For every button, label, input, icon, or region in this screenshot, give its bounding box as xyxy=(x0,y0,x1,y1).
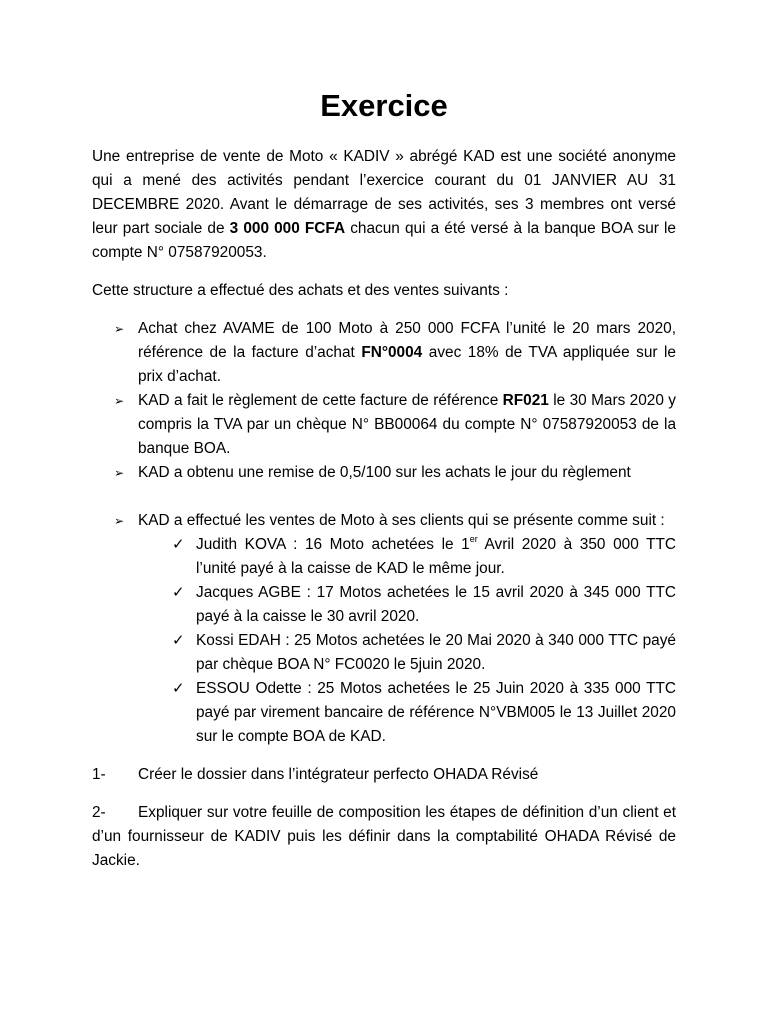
checkmark-icon: ✓ xyxy=(172,536,185,553)
intro-paragraph xyxy=(92,145,676,265)
payment-reference: RF021 xyxy=(502,392,549,409)
question-text: Expliquer sur votre feuille de composition les étapes de définition d’un client et d’un fournisseur de KADIV puis les définir dans la comptabilité OHADA Révisé de Jackie. xyxy=(92,804,676,869)
list-item-text: KAD a fait le règlement de cette facture de référence xyxy=(138,392,503,409)
intro-amount: 3 000 000 FCFA xyxy=(229,220,346,237)
list-item-text: KAD a effectué les ventes de Moto à ses clients qui se présente comme suit : xyxy=(138,512,665,529)
checkmark-icon: ✓ xyxy=(172,680,185,697)
arrow-bullet-icon: ➢ xyxy=(114,322,125,336)
list-item xyxy=(92,509,676,533)
sub-list-item-text: Avril 2020 à 350 000 TTC l’unité payé à la caisse de KAD le même jour. xyxy=(196,536,677,577)
page-title: Exercice xyxy=(320,88,448,123)
arrow-bullet-icon: ➢ xyxy=(114,466,125,480)
invoice-reference: FN°0004 xyxy=(361,344,423,361)
list-item xyxy=(92,461,676,485)
sub-list-item-text: Judith KOVA : 16 Moto achetées le 1 xyxy=(196,536,470,553)
list-item-text: avec 18% de TVA appliquée sur le prix d’achat. xyxy=(138,344,676,385)
sub-list-item xyxy=(92,581,676,629)
question-1 xyxy=(92,763,676,787)
sub-list-item-text: ESSOU Odette : 25 Motos achetées le 25 Juin 2020 à 335 000 TTC payé par virement bancaire de référence N°VBM005 le 13 Juillet 2020 sur le compte BOA de KAD. xyxy=(196,680,676,745)
sub-list-item-text: Kossi EDAH : 25 Motos achetées le 20 Mai 2020 à 340 000 TTC payé par chèque BOA N° FC0020 le 5juin 2020. xyxy=(196,632,676,673)
sub-list-item xyxy=(92,677,676,749)
question-2 xyxy=(92,801,676,873)
structure-line: Cette structure a effectué des achats et des ventes suivants : xyxy=(92,282,509,299)
checkmark-icon: ✓ xyxy=(172,632,185,649)
list-item-text: Achat chez AVAME de 100 Moto à 250 000 FCFA l’unité le 20 mars 2020, référence de la facture d’achat xyxy=(138,320,676,361)
question-number: 2- xyxy=(92,804,106,821)
list-item-text: le 30 Mars 2020 y compris la TVA par un chèque N° BB00064 du compte N° 07587920053 de la banque BOA. xyxy=(138,392,676,457)
sub-list-item xyxy=(92,629,676,677)
question-number: 1- xyxy=(92,766,106,783)
document-body xyxy=(92,145,676,873)
list-item-text: KAD a obtenu une remise de 0,5/100 sur les achats le jour du règlement xyxy=(138,464,631,481)
question-text: Créer le dossier dans l’intégrateur perfecto OHADA Révisé xyxy=(138,766,539,783)
intro-text-part2: chacun qui a été versé à la banque BOA sur le compte N° 07587920053. xyxy=(92,220,676,261)
bullet-list xyxy=(92,317,676,749)
intro-text-part1: Une entreprise de vente de Moto « KADIV » abrégé KAD est une société anonyme qui a mené des activités pendant l’exercice courant du 01 JANVIER AU 31 DECEMBRE 2020. Avant le démarrage de ses activités, ses 3 membres ont versé leur part sociale de xyxy=(92,148,676,237)
sub-list-item xyxy=(92,533,676,581)
ordinal-superscript: er xyxy=(469,534,478,544)
list-item xyxy=(92,389,676,461)
checkmark-icon: ✓ xyxy=(172,584,185,601)
arrow-bullet-icon: ➢ xyxy=(114,514,125,528)
arrow-bullet-icon: ➢ xyxy=(114,394,125,408)
list-item xyxy=(92,317,676,389)
sub-list-item-text: Jacques AGBE : 17 Motos achetées le 15 avril 2020 à 345 000 TTC payé à la caisse le 30 avril 2020. xyxy=(196,584,676,625)
